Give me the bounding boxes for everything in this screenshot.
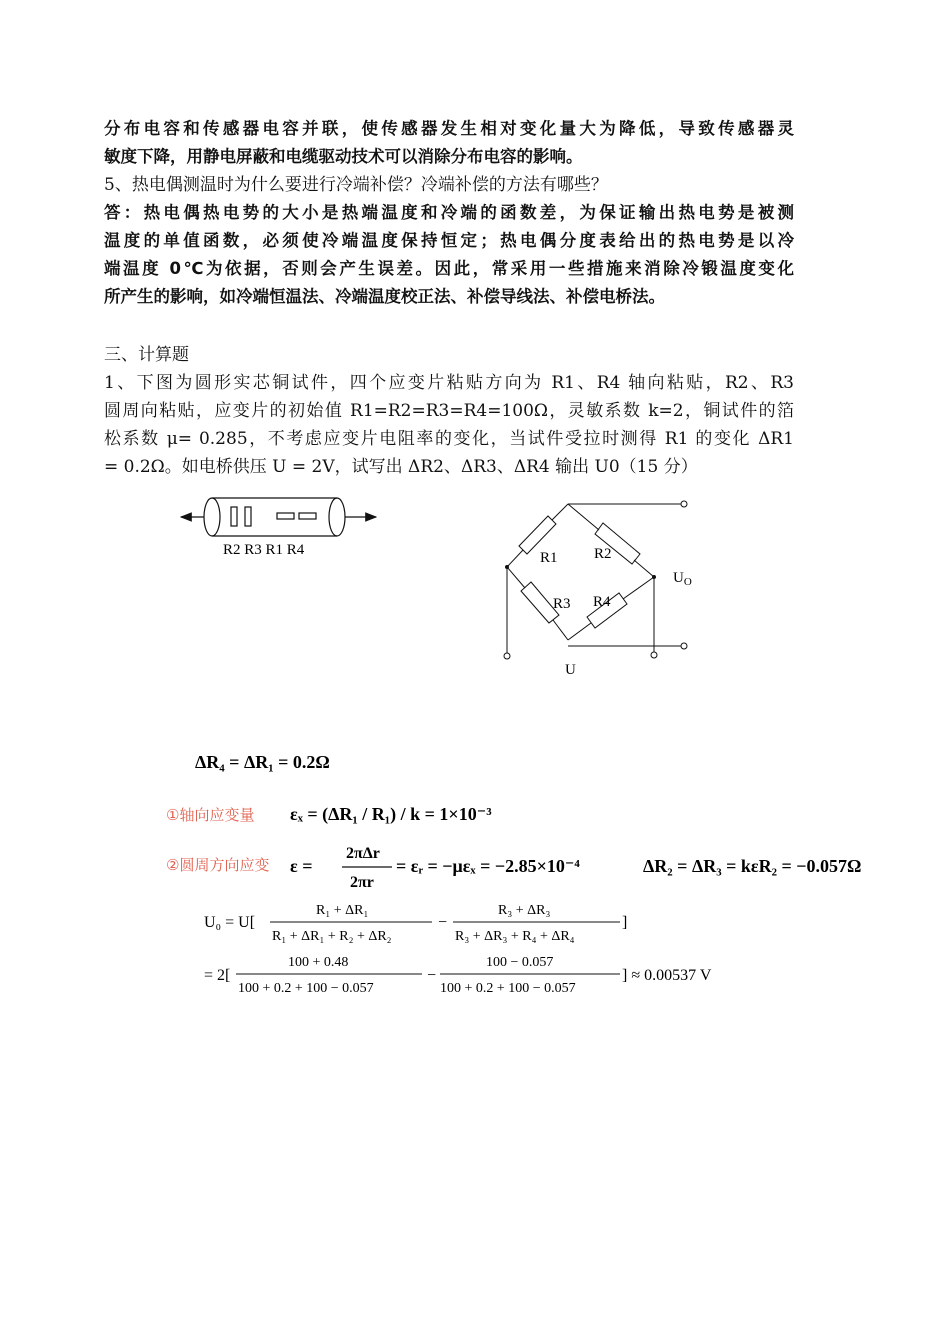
- specimen-diagram: [175, 490, 385, 565]
- terminal-u-left: [504, 653, 510, 659]
- frac1-denominator: R₁ + ΔR₁ + R₂ + ΔR₂: [272, 929, 392, 944]
- specimen-caption: R2 R3 R1 R4: [223, 542, 305, 558]
- question-5: [104, 171, 794, 199]
- label-u: U: [565, 662, 576, 678]
- text-line: 1、下图为圆形实芯铜试件，四个应变片粘贴方向为 R1、R4 轴向粘贴，R2、R3: [104, 373, 794, 393]
- line2-lhs: = 2[: [204, 967, 231, 984]
- terminal-top: [681, 501, 687, 507]
- u0-lhs: U₀ = U[: [204, 914, 256, 931]
- node-right: [652, 575, 656, 579]
- answer-4-text: [104, 115, 794, 171]
- minus-sign: −: [427, 967, 437, 984]
- gauge-r1: [277, 513, 294, 519]
- gauge-r4: [299, 513, 316, 519]
- text-line: 温度的单值函数，必须使冷端温度保持恒定；热电偶分度表给出的热电势是以冷: [104, 231, 794, 250]
- text-line: 三、计算题: [104, 345, 189, 365]
- step2-eq-lhs: ε =: [290, 856, 313, 876]
- label-r2: R2: [594, 546, 612, 562]
- step1-equation: εₓ = (ΔR₁ / R₁) / k = 1×10⁻³: [290, 804, 492, 824]
- frac4-denominator: 100 + 0.2 + 100 − 0.057: [440, 981, 576, 996]
- answer-5-text: [104, 199, 794, 311]
- resistor-r4: [568, 577, 654, 640]
- eq-delta-r4: ΔR₄ = ΔR₁ = 0.2Ω: [195, 752, 330, 772]
- node-left: [505, 565, 509, 569]
- bridge-circuit: [495, 490, 705, 690]
- step2-result: ΔR₂ = ΔR₃ = kεR₂ = −0.057Ω: [643, 856, 862, 876]
- frac3-denominator: 100 + 0.2 + 100 − 0.057: [238, 981, 374, 996]
- resistor-r2: [568, 504, 654, 577]
- terminal-bottom: [681, 643, 687, 649]
- frac1-numerator: R₁ + ΔR₁: [316, 903, 369, 918]
- text-line: 圆周向粘贴，应变片的初始值 R1=R2=R3=R4=100Ω，灵敏系数 k=2，铜试件的箔: [104, 401, 794, 421]
- text-line: 敏度下降，用静电屏蔽和电缆驱动技术可以消除分布电容的影响。: [104, 147, 583, 166]
- text-line: = 0.2Ω。如电桥供压 U = 2V，试写出 ΔR2、ΔR3、ΔR4 输出 U0（15 分）: [104, 457, 698, 477]
- solution-formulas: [160, 740, 900, 1005]
- minus-sign: −: [438, 914, 448, 931]
- resistor-r1: [507, 504, 568, 567]
- terminal-u-right: [651, 652, 657, 658]
- specimen-cylinder: [204, 498, 345, 536]
- gauge-r3: [245, 507, 251, 526]
- gauge-r2: [231, 507, 237, 526]
- bracket-close: ]: [622, 914, 628, 931]
- frac2-numerator: R₃ + ΔR₃: [498, 903, 551, 918]
- text-line: 端温度 0℃为依据，否则会产生误差。因此，常采用一些措施来消除冷锻温度变化: [104, 259, 794, 278]
- problem-1-text: [104, 369, 794, 481]
- text-line: 松系数 μ= 0.285，不考虑应变片电阻率的变化，当试件受拉时测得 R1 的变化 ΔR1: [104, 429, 794, 449]
- step2-denominator: 2πr: [350, 874, 374, 891]
- label-r1: R1: [540, 550, 558, 566]
- section-heading: [104, 341, 794, 369]
- frac2-denominator: R₃ + ΔR₃ + R₄ + ΔR₄: [455, 929, 575, 944]
- result: ] ≈ 0.00537 V: [622, 967, 712, 984]
- text-line: 答：热电偶热电势的大小是热端温度和冷端的函数差，为保证输出热电势是被测: [104, 203, 794, 222]
- label-r3: R3: [553, 596, 571, 612]
- label-r4: R4: [593, 594, 611, 610]
- step1-label: ①轴向应变量: [166, 806, 255, 824]
- step2-eq-rhs: = εᵣ = −μεₓ = −2.85×10⁻⁴: [396, 856, 580, 876]
- step2-label: ②圆周方向应变: [166, 856, 270, 874]
- frac3-numerator: 100 + 0.48: [288, 955, 349, 970]
- text-line: 分布电容和传感器电容并联，使传感器发生相对变化量大为降低，导致传感器灵: [104, 119, 794, 138]
- frac4-numerator: 100 − 0.057: [486, 955, 554, 970]
- label-u0: $U_O$: [673, 570, 692, 588]
- text-line: 所产生的影响，如冷端恒温法、冷端温度校正法、补偿导线法、补偿电桥法。: [104, 287, 665, 306]
- step2-numerator: 2πΔr: [346, 845, 380, 862]
- text-line: 5、热电偶测温时为什么要进行冷端补偿？冷端补偿的方法有哪些？: [104, 175, 608, 195]
